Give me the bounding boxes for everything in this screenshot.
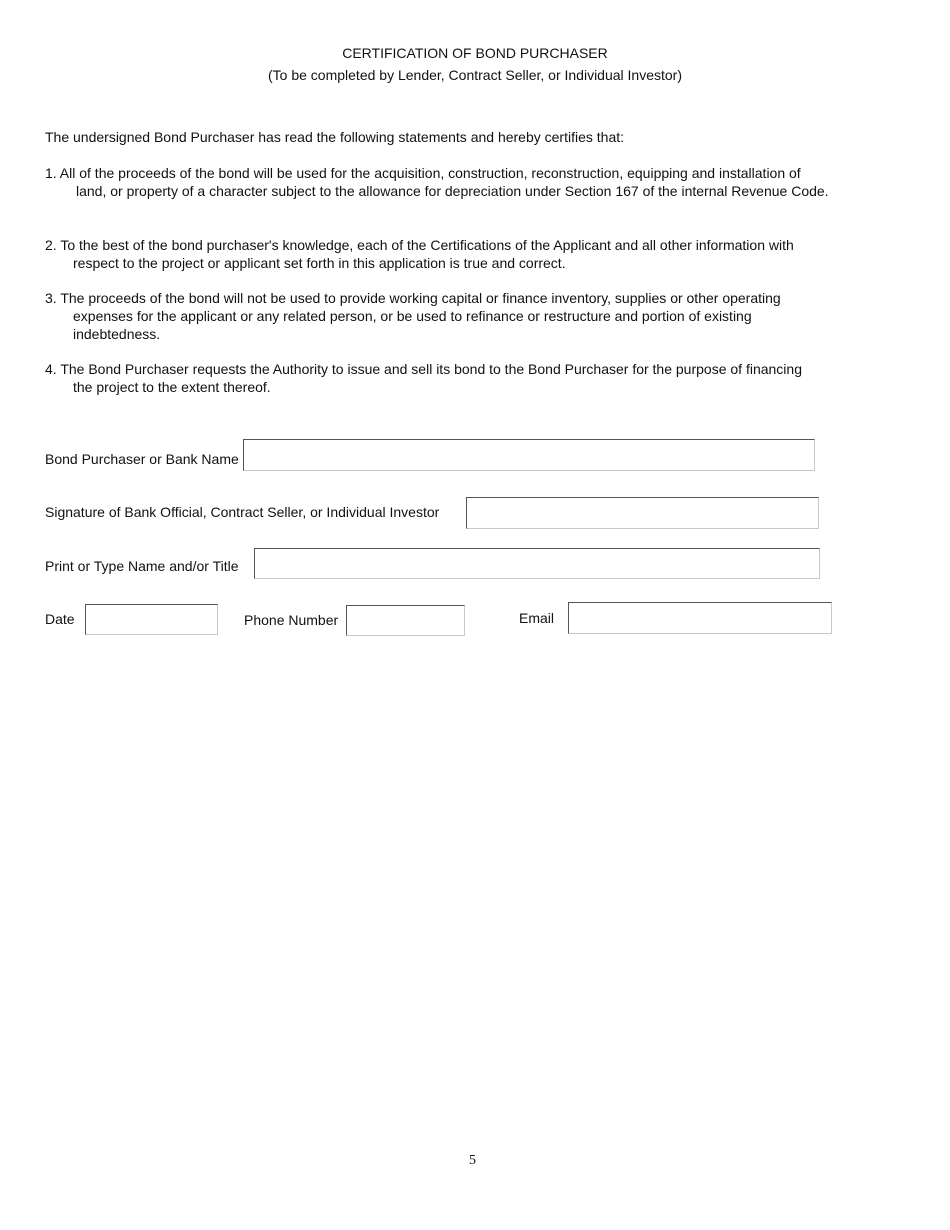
intro-statement: The undersigned Bond Purchaser has read the following statements and hereby certifies that: (45, 129, 625, 145)
date-input[interactable] (85, 604, 218, 635)
phone-number-input[interactable] (346, 605, 465, 636)
email-input[interactable] (568, 602, 832, 634)
statement-1-line: 1. All of the proceeds of the bond will be used for the acquisition, construction, reconstruction, equipping and installation of (45, 165, 801, 181)
statement-3-line: 3. The proceeds of the bond will not be used to provide working capital or finance inventory, supplies or other operating (45, 290, 781, 306)
statement-1 (45, 164, 875, 200)
statement-2-line: 2. To the best of the bond purchaser's knowledge, each of the Certifications of the Applicant and all other information with (45, 237, 794, 253)
print-name-label: Print or Type Name and/or Title (45, 558, 239, 574)
bank-name-label: Bond Purchaser or Bank Name (45, 451, 239, 467)
phone-number-label: Phone Number (244, 612, 339, 628)
statement-4-line: 4. The Bond Purchaser requests the Authority to issue and sell its bond to the Bond Purchaser for the purpose of financing (45, 361, 802, 377)
statement-4-continuation: the project to the extent thereof. (73, 379, 271, 395)
statement-1-continuation: land, or property of a character subject to the allowance for depreciation under Section 167 of the internal Revenue Code. (76, 183, 829, 199)
document-subtitle: (To be completed by Lender, Contract Seller, or Individual Investor) (268, 67, 682, 83)
signature-label: Signature of Bank Official, Contract Seller, or Individual Investor (45, 504, 440, 520)
page-number: 5 (469, 1153, 476, 1168)
document-title: CERTIFICATION OF BOND PURCHASER (342, 45, 608, 61)
print-name-input[interactable] (254, 548, 820, 579)
date-label: Date (45, 611, 75, 627)
statement-4 (45, 360, 875, 396)
statement-3 (45, 289, 845, 343)
email-label: Email (519, 610, 555, 626)
statement-2-continuation: respect to the project or applicant set forth in this application is true and correct. (73, 255, 566, 271)
bank-name-input[interactable] (243, 439, 815, 471)
signature-input[interactable] (466, 497, 819, 529)
statement-2 (45, 236, 875, 272)
statement-3-continuation: expenses for the applicant or any related person, or be used to refinance or restructure and portion of existing indebtedness. (73, 308, 752, 342)
